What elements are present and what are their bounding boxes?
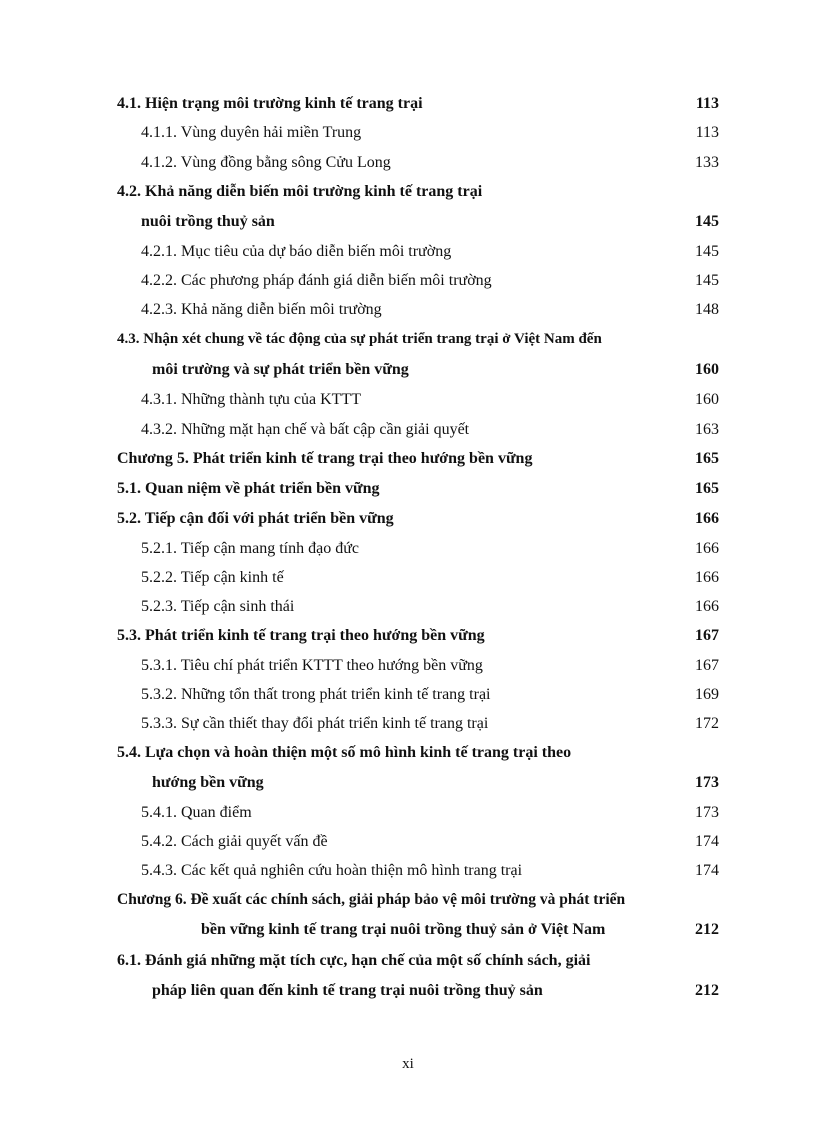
toc-entry-4-3-2[interactable] xyxy=(0,418,816,442)
toc-entry-5-3[interactable] xyxy=(0,624,816,648)
toc-entry-page: 166 xyxy=(695,598,719,615)
toc-entry-page: 169 xyxy=(695,686,719,703)
toc-entry-4-1[interactable] xyxy=(0,92,816,116)
toc-entry-title: 4.1.1. Vùng duyên hải miền Trung xyxy=(141,124,362,141)
toc-entry-4-2-2[interactable] xyxy=(0,269,816,293)
toc-entry-5-3-1[interactable] xyxy=(0,654,816,678)
toc-entry-title: bền vững kinh tế trang trại nuôi trồng thuỷ sản ở Việt Nam xyxy=(201,921,606,938)
toc-entry-title: 4.3.2. Những mặt hạn chế và bất cập cần giải quyết xyxy=(141,421,470,438)
toc-entry-5-3-3[interactable] xyxy=(0,712,816,736)
toc-entry-4-2-continued[interactable] xyxy=(0,210,816,234)
toc-entry-title: 5.2.3. Tiếp cận sinh thái xyxy=(141,598,295,615)
toc-entry-title: Chương 6. Đề xuất các chính sách, giải pháp bảo vệ môi trường và phát triển xyxy=(117,891,626,908)
toc-entry-page: 167 xyxy=(695,657,719,674)
toc-entry-page: 173 xyxy=(695,804,719,821)
toc-entry-title: 5.1. Quan niệm về phát triển bền vững xyxy=(117,480,380,497)
toc-entry-chapter-6-continued[interactable] xyxy=(0,918,816,942)
toc-entry-page: 173 xyxy=(695,774,719,791)
toc-entry-6-1[interactable] xyxy=(0,949,816,973)
toc-entry-5-2[interactable] xyxy=(0,507,816,531)
toc-entry-page: 172 xyxy=(695,715,719,732)
toc-entry-title: môi trường và sự phát triển bền vững xyxy=(152,361,409,378)
toc-entry-title: 4.2.1. Mục tiêu của dự báo diễn biến môi trường xyxy=(141,243,452,260)
toc-entry-page: 166 xyxy=(695,540,719,557)
toc-entry-title: 4.3.1. Những thành tựu của KTTT xyxy=(141,391,361,408)
toc-entry-title: pháp liên quan đến kinh tế trang trại nuôi trồng thuỷ sản xyxy=(152,982,543,999)
toc-entry-page: 174 xyxy=(695,833,719,850)
toc-entry-page: 148 xyxy=(695,301,719,318)
toc-entry-title: 5.4.1. Quan điểm xyxy=(141,804,252,821)
toc-entry-page: 145 xyxy=(695,243,719,260)
toc-entry-4-2[interactable] xyxy=(0,180,816,204)
toc-entry-4-2-1[interactable] xyxy=(0,240,816,264)
toc-entry-title: 5.3.3. Sự cần thiết thay đổi phát triển kinh tế trang trại xyxy=(141,715,489,732)
toc-entry-4-3-continued[interactable] xyxy=(0,358,816,382)
toc-entry-title: 4.1. Hiện trạng môi trường kinh tế trang trại xyxy=(117,95,423,112)
toc-entry-title: 5.4. Lựa chọn và hoàn thiện một số mô hình kinh tế trang trại theo xyxy=(117,744,572,761)
toc-entry-4-1-1[interactable] xyxy=(0,121,816,145)
toc-entry-4-3-1[interactable] xyxy=(0,388,816,412)
toc-entry-title: 4.2.3. Khả năng diễn biến môi trường xyxy=(141,301,382,318)
toc-entry-page: 163 xyxy=(695,421,719,438)
toc-entry-5-2-1[interactable] xyxy=(0,537,816,561)
toc-entry-page: 212 xyxy=(695,921,719,938)
toc-entry-title: Chương 5. Phát triển kinh tế trang trại theo hướng bền vững xyxy=(117,450,533,467)
toc-entry-page: 212 xyxy=(695,982,719,999)
toc-entry-title: 5.2.1. Tiếp cận mang tính đạo đức xyxy=(141,540,359,557)
toc-entry-title: 5.3. Phát triển kinh tế trang trại theo hướng bền vững xyxy=(117,627,485,644)
toc-entry-4-3[interactable] xyxy=(0,327,816,351)
toc-entry-5-1[interactable] xyxy=(0,477,816,501)
toc-entry-page: 145 xyxy=(695,272,719,289)
toc-entry-page: 113 xyxy=(695,95,719,112)
toc-entry-page: 167 xyxy=(695,627,719,644)
toc-entry-5-2-3[interactable] xyxy=(0,595,816,619)
toc-entry-chapter-6[interactable] xyxy=(0,888,816,912)
toc-entry-title: 4.1.2. Vùng đồng bằng sông Cửu Long xyxy=(141,154,391,171)
toc-entry-5-3-2[interactable] xyxy=(0,683,816,707)
toc-entry-page: 160 xyxy=(695,391,719,408)
toc-entry-chapter-5[interactable] xyxy=(0,447,816,471)
toc-entry-5-4-2[interactable] xyxy=(0,830,816,854)
toc-entry-page: 145 xyxy=(695,213,719,230)
toc-entry-title: 5.3.1. Tiêu chí phát triển KTTT theo hướng bền vững xyxy=(141,657,483,674)
toc-entry-title: hướng bền vững xyxy=(152,774,264,791)
toc-entry-5-4-3[interactable] xyxy=(0,859,816,883)
toc-entry-page: 113 xyxy=(695,124,719,141)
toc-entry-6-1-continued[interactable] xyxy=(0,979,816,1003)
toc-entry-5-4[interactable] xyxy=(0,741,816,765)
toc-entry-page: 165 xyxy=(695,450,719,467)
toc-entry-title: 5.2.2. Tiếp cận kinh tế xyxy=(141,569,284,586)
toc-entry-title: nuôi trồng thuỷ sản xyxy=(141,213,275,230)
toc-entry-page: 174 xyxy=(695,862,719,879)
toc-entry-page: 160 xyxy=(695,361,719,378)
toc-entry-5-2-2[interactable] xyxy=(0,566,816,590)
toc-entry-title: 5.3.2. Những tổn thất trong phát triển kinh tế trang trại xyxy=(141,686,491,703)
toc-entry-5-4-continued[interactable] xyxy=(0,771,816,795)
toc-entry-page: 166 xyxy=(695,510,719,527)
toc-entry-title: 6.1. Đánh giá những mặt tích cực, hạn chế của một số chính sách, giải xyxy=(117,952,591,969)
toc-entry-4-1-2[interactable] xyxy=(0,151,816,175)
toc-entry-title: 4.3. Nhận xét chung về tác động của sự phát triển trang trại ở Việt Nam đến xyxy=(117,331,602,347)
toc-entry-4-2-3[interactable] xyxy=(0,298,816,322)
toc-entry-page: 165 xyxy=(695,480,719,497)
page-number: xi xyxy=(402,1056,414,1072)
toc-entry-page: 133 xyxy=(695,154,719,171)
toc-entry-title: 5.4.2. Cách giải quyết vấn đề xyxy=(141,833,328,850)
toc-entry-title: 5.4.3. Các kết quả nghiên cứu hoàn thiện mô hình trang trại xyxy=(141,862,523,879)
toc-entry-title: 5.2. Tiếp cận đối với phát triển bền vững xyxy=(117,510,394,527)
toc-entry-title: 4.2. Khả năng diễn biến môi trường kinh tế trang trại xyxy=(117,183,483,200)
toc-entry-title: 4.2.2. Các phương pháp đánh giá diễn biến môi trường xyxy=(141,272,492,289)
toc-entry-5-4-1[interactable] xyxy=(0,801,816,825)
toc-entry-page: 166 xyxy=(695,569,719,586)
